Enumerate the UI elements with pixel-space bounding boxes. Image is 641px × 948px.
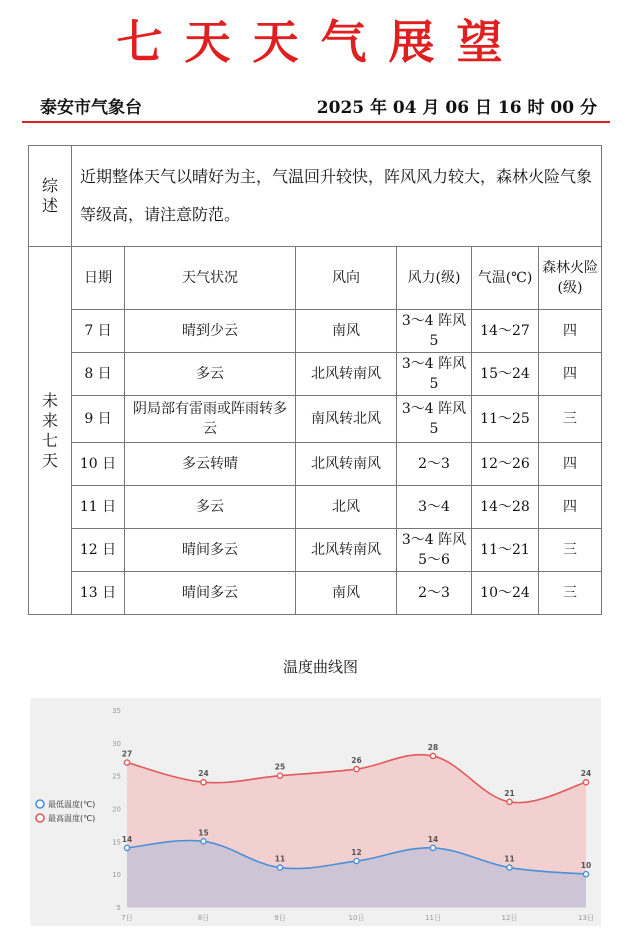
legend-marker [36,800,44,808]
cell-fire: 四 [539,443,602,486]
y-tick-label: 35 [112,707,121,715]
data-point [430,753,435,758]
x-tick-label: 9日 [274,914,286,922]
data-point [201,839,206,844]
data-label: 11 [274,854,286,864]
chart-svg [30,698,601,926]
y-tick-label: 25 [112,772,121,781]
cell-wind-force: 3～4 阵风 5 [397,310,472,353]
data-label: 21 [504,788,515,798]
data-label: 11 [504,854,515,864]
data-label: 24 [198,769,209,779]
data-point [354,858,359,863]
table-row [29,396,602,443]
data-point [201,780,206,785]
data-point [277,773,282,778]
cell-weather: 阴局部有雷雨或阵雨转多云 [125,396,296,443]
chart-caption: 温度曲线图 [282,658,358,676]
cell-wind-force: 3～4 阵风 5～6 [397,529,472,572]
legend-label: 最低温度(℃) [48,800,96,809]
cell-wind-force: 2～3 [397,572,472,615]
table-row [29,529,602,572]
divider [22,121,610,123]
legend-marker [36,814,44,822]
data-point [583,780,588,785]
data-point [124,760,129,765]
cell-date: 11 日 [72,486,125,529]
cell-date: 7 日 [72,310,125,353]
cell-date: 12 日 [72,529,125,572]
data-point [277,865,282,870]
page-title: 七天天气展望 [116,15,525,69]
table-row [29,310,602,353]
data-label: 12 [351,848,362,858]
issued-time: 2025 年 04 月 06 日 16 时 00 分 [316,98,597,118]
y-tick-label: 30 [112,739,121,748]
y-tick-label: 5 [116,904,121,912]
data-label: 25 [274,762,286,772]
table-row [29,353,602,396]
y-tick-label: 10 [112,871,121,880]
cell-wind-dir: 北风转南风 [296,529,397,572]
cell-fire: 四 [539,486,602,529]
forecast-label: 未 来 七 天 [29,247,72,615]
x-tick-label: 12日 [501,914,518,922]
cell-wind-dir: 南风 [296,572,397,615]
y-tick-label: 15 [112,838,121,847]
cell-date: 10 日 [72,443,125,486]
y-tick-label: 20 [112,805,121,814]
cell-temp: 11～25 [472,396,539,443]
x-tick-label: 13日 [578,914,594,922]
cell-fire: 四 [539,310,602,353]
cell-wind-dir: 北风转南风 [296,443,397,486]
header-weather: 天气状况 [125,247,296,310]
data-point [354,767,359,772]
issuer: 泰安市气象台 [40,98,142,118]
data-point [430,845,435,850]
cell-wind-dir: 北风 [296,486,397,529]
cell-weather: 多云转晴 [125,443,296,486]
x-tick-label: 11日 [425,914,441,922]
data-label: 26 [351,756,362,766]
cell-weather: 晴间多云 [125,529,296,572]
data-label: 27 [121,749,133,759]
cell-date: 13 日 [72,572,125,615]
cell-wind-force: 2～3 [397,443,472,486]
data-point [507,799,512,804]
cell-temp: 11～21 [472,529,539,572]
x-tick-label: 8日 [197,914,210,922]
data-label: 10 [580,861,592,871]
cell-temp: 12～26 [472,443,539,486]
cell-weather: 多云 [125,353,296,396]
cell-wind-dir: 南风 [296,310,397,353]
summary-label: 综 述 [29,146,72,247]
data-label: 15 [198,828,209,838]
table-row [29,572,602,615]
data-point [583,872,588,877]
cell-wind-dir: 南风转北风 [296,396,397,443]
cell-fire: 三 [539,572,602,615]
cell-temp: 15～24 [472,353,539,396]
cell-wind-force: 3～4 阵风 5 [397,353,472,396]
cell-weather: 晴到少云 [125,310,296,353]
legend-label: 最高温度(℃) [48,814,96,823]
header-wind-dir: 风向 [296,247,397,310]
header-temp: 气温(℃) [472,247,539,310]
table-row [29,443,602,486]
cell-wind-force: 3～4 阵风 5 [397,396,472,443]
cell-fire: 三 [539,396,602,443]
temperature-chart [30,698,601,926]
cell-wind-dir: 北风转南风 [296,353,397,396]
x-tick-label: 7日 [121,914,133,922]
x-tick-label: 10日 [348,914,365,922]
data-label: 14 [427,834,439,844]
cell-fire: 三 [539,529,602,572]
cell-weather: 多云 [125,486,296,529]
data-point [507,865,512,870]
data-label: 14 [121,834,133,844]
cell-temp: 14～28 [472,486,539,529]
cell-weather: 晴间多云 [125,572,296,615]
header-fire: 森林火险(级) [539,247,602,310]
cell-temp: 10～24 [472,572,539,615]
cell-wind-force: 3～4 [397,486,472,529]
forecast-table [28,145,602,615]
cell-fire: 四 [539,353,602,396]
header-wind-force: 风力(级) [397,247,472,310]
data-label: 28 [427,742,439,752]
data-point [124,845,129,850]
table-row [29,486,602,529]
cell-temp: 14～27 [472,310,539,353]
data-label: 24 [580,769,592,779]
cell-date: 8 日 [72,353,125,396]
cell-date: 9 日 [72,396,125,443]
summary-text: 近期整体天气以晴好为主，气温回升较快，阵风风力较大，森林火险气象等级高，请注意防范。 [72,146,602,247]
header-date: 日期 [72,247,125,310]
